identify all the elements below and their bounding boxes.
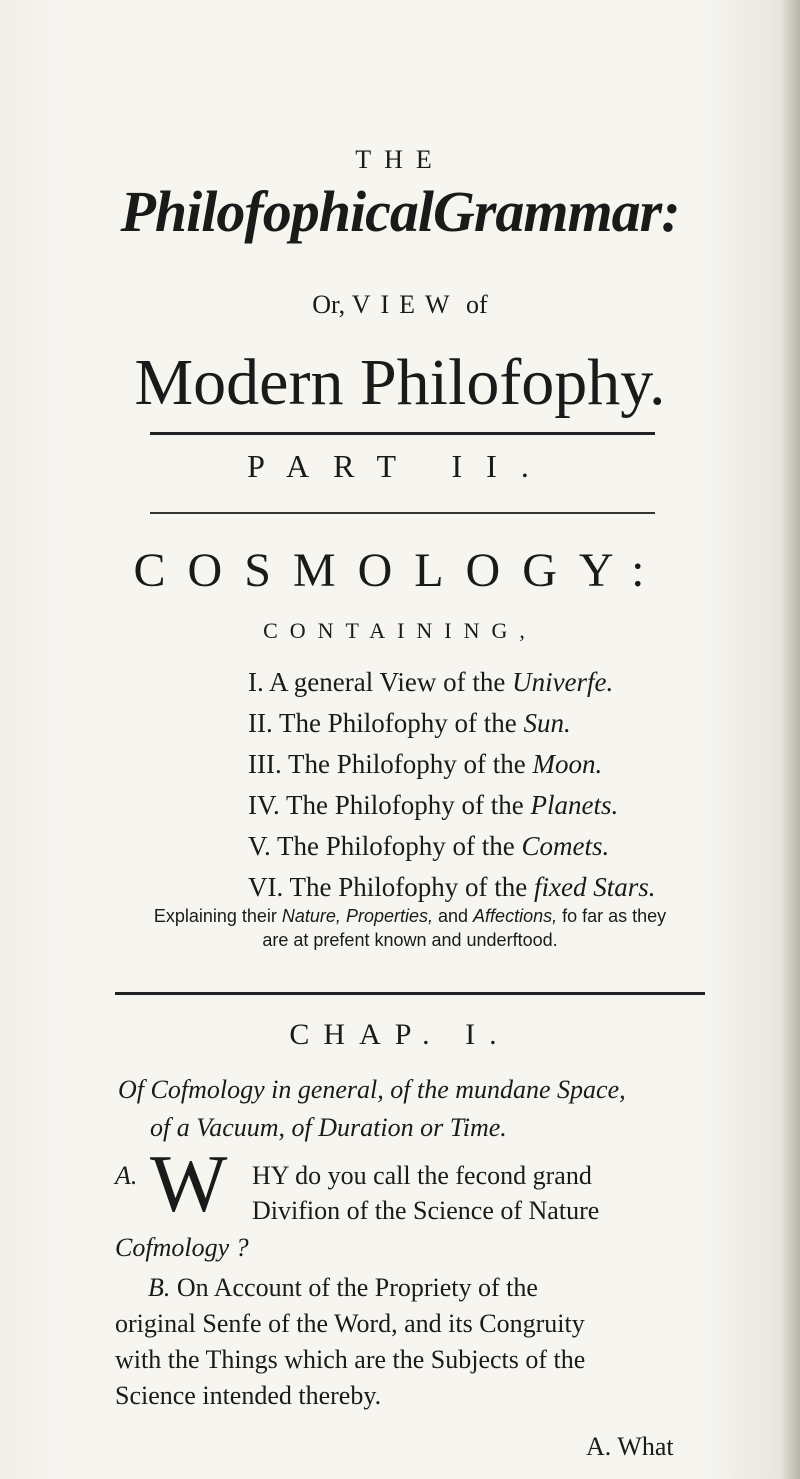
explain-lead: Explaining their: [153, 906, 282, 926]
item-text: A general View of the: [269, 667, 513, 697]
item-number: II.: [248, 708, 273, 738]
rule-divider: [150, 512, 655, 514]
item-number: IV.: [248, 790, 280, 820]
subject-title: Modern Philofophy.: [134, 346, 666, 419]
drop-cap: W: [150, 1138, 228, 1229]
contents-item: [248, 867, 655, 908]
contents-item: [248, 744, 655, 785]
answer-line: Science intended thereby.: [115, 1381, 382, 1410]
subtitle-line: [0, 290, 800, 320]
title-the: THE: [355, 145, 445, 174]
answer-line: [148, 1270, 718, 1306]
question-line: Divifion of the Science of Nature: [252, 1196, 600, 1225]
explain-affections: Affections,: [473, 906, 558, 926]
item-italic: Comets.: [521, 831, 610, 861]
item-number: VI.: [248, 872, 284, 902]
contents-list: [248, 662, 655, 908]
item-italic: Moon.: [532, 749, 603, 779]
contents-item: [248, 826, 655, 867]
main-title: PhilofophicalGrammar:: [120, 179, 680, 244]
rule-divider: [115, 992, 705, 995]
chapter-heading-line: of a Vacuum, of Duration or Time.: [150, 1113, 507, 1142]
explain-rest: fo far as they are at prefent known and underftood.: [262, 906, 667, 950]
part-heading: PART II.: [247, 448, 553, 484]
item-number: III.: [248, 749, 282, 779]
containing-label: CONTAINING,: [263, 618, 537, 643]
item-text: The Philofophy of the: [289, 872, 534, 902]
contents-item: [248, 703, 655, 744]
explain-and: and: [433, 906, 474, 926]
item-text: The Philofophy of the: [279, 708, 524, 738]
chapter-heading-line: Of Cofmology in general, of the mundane Space,: [118, 1075, 626, 1104]
of-word: of: [466, 290, 488, 319]
item-italic: fixed Stars.: [533, 872, 656, 902]
or-prefix: Or,: [312, 290, 346, 319]
view-word: VIEW: [351, 290, 460, 319]
speaker-a: A.: [115, 1161, 138, 1190]
item-text: The Philofophy of the: [286, 790, 531, 820]
explain-nature: Nature,: [281, 906, 341, 926]
explain-properties: Properties,: [345, 906, 433, 926]
answer-text: On Account of the Propriety of the: [176, 1273, 538, 1302]
item-text: The Philofophy of the: [277, 831, 522, 861]
section-heading: COSMOLOGY:: [133, 544, 667, 597]
contents-item: [248, 662, 655, 703]
question-line: HY do you call the fecond grand: [252, 1161, 592, 1190]
item-italic: Sun.: [523, 708, 571, 738]
chapter-label: CHAP. I.: [289, 1018, 511, 1051]
question-line: Cofmology ?: [115, 1233, 249, 1262]
rule-divider: [150, 432, 655, 435]
contents-item: [248, 785, 655, 826]
item-italic: Univerfe.: [512, 667, 614, 697]
item-number: V.: [248, 831, 271, 861]
item-text: The Philofophy of the: [288, 749, 533, 779]
catchword: A. What: [586, 1432, 674, 1461]
explanation-note: [150, 904, 670, 952]
item-italic: Planets.: [530, 790, 619, 820]
answer-line: original Senfe of the Word, and its Congruity: [115, 1309, 585, 1338]
item-number: I.: [248, 667, 264, 697]
speaker-b: B.: [148, 1273, 171, 1302]
answer-line: with the Things which are the Subjects of the: [115, 1345, 586, 1374]
